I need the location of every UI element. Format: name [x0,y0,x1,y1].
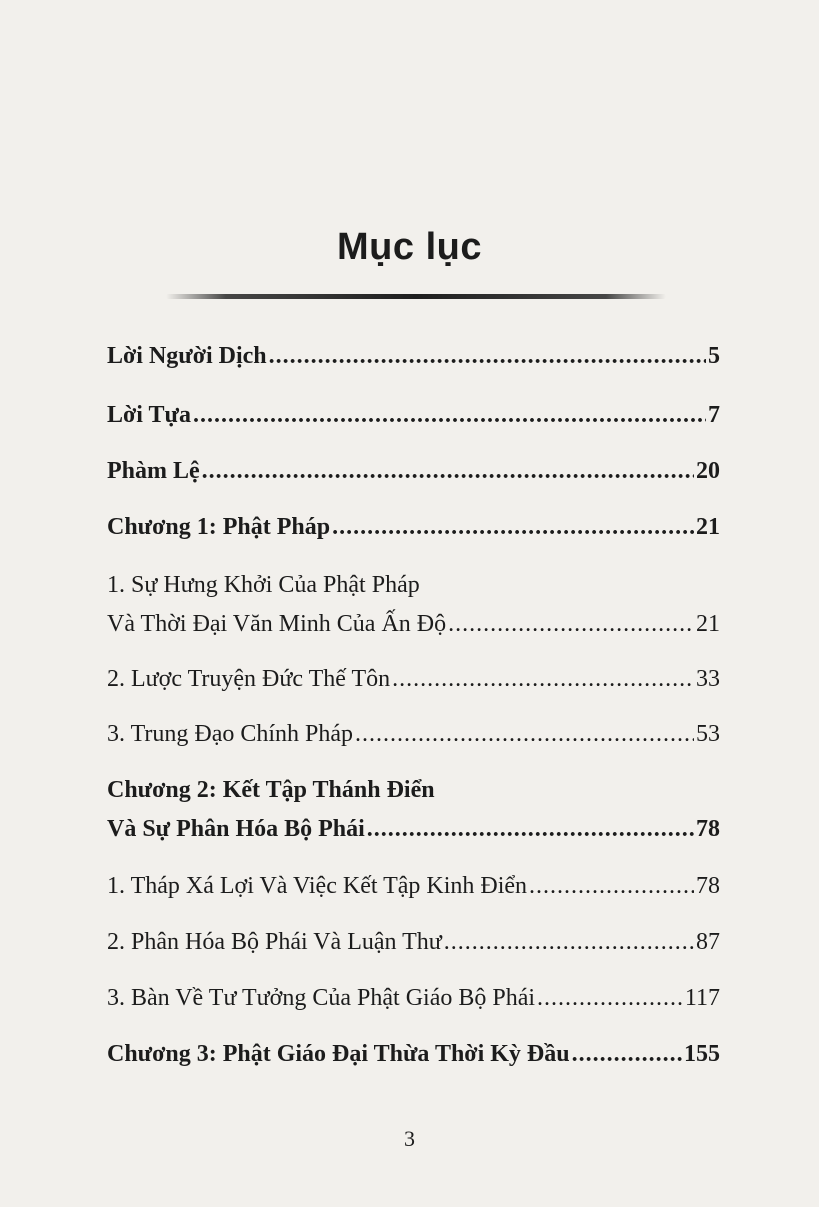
toc-entry [107,403,720,427]
dot-leader [444,930,694,954]
toc-entry-title: 2. Lược Truyện Đức Thế Tôn [107,666,391,692]
toc-entry-title: 3. Trung Đạo Chính Pháp [107,721,354,747]
toc-entry-page: 7 [708,402,720,428]
toc-entry-page: 87 [696,929,720,955]
toc-entry-title: 2. Phân Hóa Bộ Phái Và Luận Thư [107,929,442,955]
toc-entry [107,612,720,636]
toc-entry-page: 21 [696,611,720,637]
toc-entry-title: Và Thời Đại Văn Minh Của Ấn Độ [107,611,447,637]
dot-leader [572,1042,682,1066]
dot-leader [193,403,706,427]
toc-entry-page: 78 [696,873,720,899]
toc-entry [107,874,720,898]
toc-entry [107,515,720,539]
dot-leader [202,459,694,483]
toc-entry [107,722,720,746]
toc-entry-page: 53 [696,721,720,747]
dot-leader [537,986,683,1010]
toc-entry-title: 1. Sự Hưng Khởi Của Phật Pháp [107,572,420,598]
toc-entry-title: Chương 2: Kết Tập Thánh Điển [107,777,435,803]
toc-entry [107,778,720,802]
toc-entry-title: Phàm Lệ [107,458,200,484]
dot-leader [392,667,694,691]
dot-leader [448,612,694,636]
toc-entry-page: 20 [696,458,720,484]
page-title: Mục lục [337,226,482,268]
title-divider [166,294,666,299]
toc-entry-title: Chương 1: Phật Pháp [107,514,331,540]
page-number: 3 [404,1126,415,1151]
toc-entry-title: Lời Tựa [107,402,191,428]
toc-entry [107,1042,720,1066]
toc-entry-page: 117 [684,985,720,1011]
toc-entry [107,817,720,841]
toc-entry-page: 33 [696,666,720,692]
toc-entry [107,986,720,1010]
toc-entry-title: 3. Bàn Về Tư Tưởng Của Phật Giáo Bộ Phái [107,985,536,1011]
dot-leader [269,344,706,368]
toc-entry [107,344,720,368]
toc-entry-title: Và Sự Phân Hóa Bộ Phái [107,816,365,842]
toc-entry [107,667,720,691]
dot-leader [355,722,694,746]
toc-entry [107,459,720,483]
dot-leader [529,874,694,898]
toc-entry [107,930,720,954]
toc-entry-title: Chương 3: Phật Giáo Đại Thừa Thời Kỳ Đầu [107,1041,570,1067]
dot-leader [332,515,694,539]
toc-entry-title: Lời Người Dịch [107,343,267,369]
toc-entry [107,573,720,597]
dot-leader [367,817,694,841]
toc-entry-page: 21 [696,514,720,540]
toc-entry-page: 5 [708,343,720,369]
toc-entry-page: 78 [696,816,720,842]
toc-entry-page: 155 [684,1041,720,1067]
toc-entry-title: 1. Tháp Xá Lợi Và Việc Kết Tập Kinh Điển [107,873,528,899]
